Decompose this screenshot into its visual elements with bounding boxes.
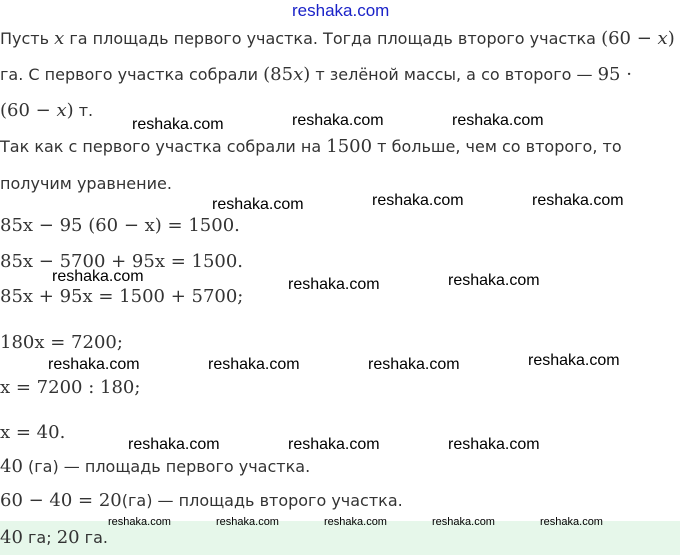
math-number: 20 xyxy=(56,527,80,548)
watermark-text: reshaka.com xyxy=(368,356,460,373)
math-expression: (85 xyxy=(263,64,294,85)
math-expression: ) xyxy=(667,28,675,49)
solution-paragraph-1 xyxy=(0,28,675,50)
watermark-text: reshaka.com xyxy=(208,356,300,373)
equation-3: 85x + 95x = 1500 + 5700; xyxy=(0,286,244,307)
text-fragment: Так как с первого участка собрали на xyxy=(0,137,327,156)
watermark-text: reshaka.com xyxy=(132,116,224,133)
equation-6: x = 40. xyxy=(0,422,66,443)
math-number: 1500 xyxy=(326,136,373,157)
math-expression: ) xyxy=(303,64,311,85)
watermark-text: reshaka.com xyxy=(448,272,540,289)
text-fragment: т. xyxy=(73,101,94,120)
watermark-text-small: reshaka.com xyxy=(432,516,495,528)
text-fragment: га; xyxy=(22,528,57,547)
text-fragment: (га) — площадь второго участка. xyxy=(121,491,403,510)
text-fragment: га площадь первого участка. Тогда площадь второго участка xyxy=(64,29,602,48)
watermark-text-small: reshaka.com xyxy=(324,516,387,528)
watermark-text: reshaka.com xyxy=(532,192,624,209)
variable-x: x xyxy=(54,28,65,49)
solution-paragraph-5 xyxy=(0,173,172,195)
text-fragment: (га) — площадь первого участка. xyxy=(22,457,311,476)
site-watermark-top[interactable]: reshaka.com xyxy=(292,1,390,20)
math-expression: ) xyxy=(66,100,74,121)
watermark-text: reshaka.com xyxy=(452,112,544,129)
solution-paragraph-4 xyxy=(0,136,622,158)
math-number: 40 xyxy=(0,527,23,548)
text-fragment: т больше, чем со второго, то xyxy=(372,137,622,156)
solution-paragraph-2 xyxy=(0,64,632,86)
result-line-2 xyxy=(0,490,403,512)
math-expression: 60 − 40 = 20 xyxy=(0,490,122,511)
variable-x: x xyxy=(56,100,67,121)
watermark-text: reshaka.com xyxy=(372,192,464,209)
watermark-text: reshaka.com xyxy=(48,356,140,373)
math-expression: (60 − xyxy=(601,28,658,49)
text-fragment: Пусть xyxy=(0,29,55,48)
watermark-text: reshaka.com xyxy=(212,196,304,213)
watermark-text: reshaka.com xyxy=(448,436,540,453)
equation-4: 180x = 7200; xyxy=(0,332,123,353)
watermark-text: reshaka.com xyxy=(288,276,380,293)
text-fragment: га. xyxy=(79,528,108,547)
watermark-text: reshaka.com xyxy=(128,436,220,453)
equation-5: x = 7200 : 180; xyxy=(0,377,141,398)
watermark-text: reshaka.com xyxy=(528,352,620,369)
text-fragment: га. С первого участка собрали xyxy=(0,65,264,84)
text-fragment: получим уравнение. xyxy=(0,174,172,193)
text-fragment: т зелёной массы, а со второго — xyxy=(310,65,598,84)
watermark-text: reshaka.com xyxy=(288,436,380,453)
watermark-text: reshaka.com xyxy=(52,268,144,285)
math-number: 95 · xyxy=(597,64,632,85)
watermark-text-small: reshaka.com xyxy=(540,516,603,528)
math-expression: (60 − xyxy=(0,100,57,121)
result-line-1 xyxy=(0,456,310,478)
answer-line xyxy=(0,527,108,549)
watermark-text-small: reshaka.com xyxy=(216,516,279,528)
watermark-text: reshaka.com xyxy=(292,112,384,129)
variable-x: x xyxy=(293,64,304,85)
equation-2: 85x − 5700 + 95x = 1500. xyxy=(0,251,244,272)
variable-x: x xyxy=(657,28,668,49)
equation-1: 85x − 95 (60 − x) = 1500. xyxy=(0,215,240,236)
solution-paragraph-3 xyxy=(0,100,93,122)
watermark-text-small: reshaka.com xyxy=(108,516,171,528)
math-number: 40 xyxy=(0,456,23,477)
